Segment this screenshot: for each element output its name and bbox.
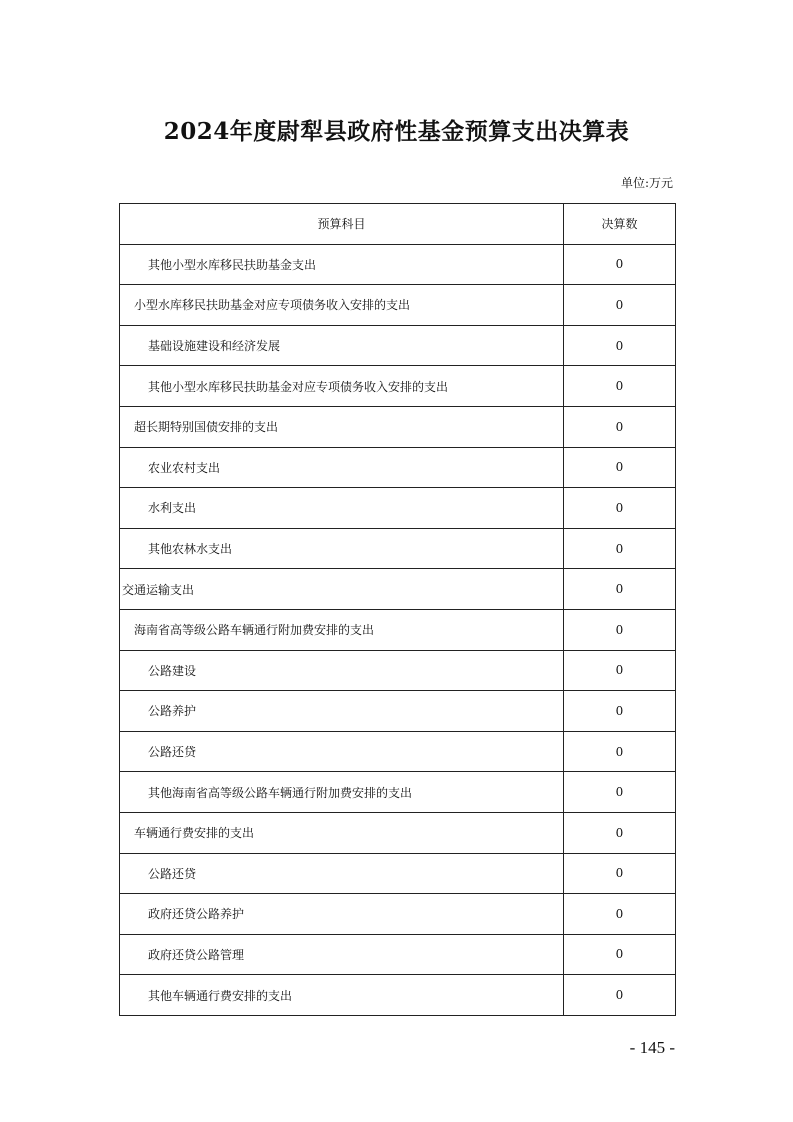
budget-item-name: 公路还贷: [120, 853, 564, 894]
budget-item-name: 其他海南省高等级公路车辆通行附加费安排的支出: [120, 772, 564, 813]
final-amount-value: 0: [564, 285, 676, 326]
unit-label: 单位:万元: [620, 176, 673, 190]
table-row: [120, 406, 676, 447]
table-row: [120, 528, 676, 569]
budget-table: [119, 203, 676, 1016]
final-amount-value: 0: [564, 488, 676, 529]
table-row: [120, 772, 676, 813]
final-amount-value: 0: [564, 772, 676, 813]
budget-item-name: 政府还贷公路管理: [120, 934, 564, 975]
budget-item-name: 水利支出: [120, 488, 564, 529]
final-amount-value: 0: [564, 691, 676, 732]
table-row: [120, 285, 676, 326]
page-number: - 145 -: [629, 1038, 675, 1057]
budget-item-name: 农业农村支出: [120, 447, 564, 488]
table-row: [120, 366, 676, 407]
header-final-amount: 决算数: [564, 204, 676, 245]
final-amount-value: 0: [564, 650, 676, 691]
table-row: [120, 569, 676, 610]
budget-item-name: 海南省高等级公路车辆通行附加费安排的支出: [120, 609, 564, 650]
final-amount-value: 0: [564, 853, 676, 894]
table-row: [120, 609, 676, 650]
table-row: [120, 812, 676, 853]
table-row: [120, 650, 676, 691]
final-amount-value: 0: [564, 244, 676, 285]
budget-item-name: 其他小型水库移民扶助基金对应专项债务收入安排的支出: [120, 366, 564, 407]
final-amount-value: 0: [564, 366, 676, 407]
final-amount-value: 0: [564, 975, 676, 1016]
budget-item-name: 公路还贷: [120, 731, 564, 772]
budget-item-name: 小型水库移民扶助基金对应专项债务收入安排的支出: [120, 285, 564, 326]
final-amount-value: 0: [564, 731, 676, 772]
final-amount-value: 0: [564, 934, 676, 975]
budget-item-name: 超长期特别国债安排的支出: [120, 406, 564, 447]
budget-item-name: 公路建设: [120, 650, 564, 691]
header-budget-item: 预算科目: [120, 204, 564, 245]
table-header-row: [120, 204, 676, 245]
budget-item-name: 车辆通行费安排的支出: [120, 812, 564, 853]
table-row: [120, 244, 676, 285]
budget-item-name: 其他农林水支出: [120, 528, 564, 569]
budget-item-name: 其他车辆通行费安排的支出: [120, 975, 564, 1016]
table-row: [120, 691, 676, 732]
final-amount-value: 0: [564, 894, 676, 935]
table-row: [120, 447, 676, 488]
budget-item-name: 其他小型水库移民扶助基金支出: [120, 244, 564, 285]
final-amount-value: 0: [564, 812, 676, 853]
budget-item-name: 基础设施建设和经济发展: [120, 325, 564, 366]
final-amount-value: 0: [564, 406, 676, 447]
table-body: [120, 244, 676, 1015]
final-amount-value: 0: [564, 447, 676, 488]
budget-item-name: 政府还贷公路养护: [120, 894, 564, 935]
table-row: [120, 731, 676, 772]
table-row: [120, 325, 676, 366]
table-row: [120, 975, 676, 1016]
budget-item-name: 公路养护: [120, 691, 564, 732]
final-amount-value: 0: [564, 569, 676, 610]
final-amount-value: 0: [564, 609, 676, 650]
table-row: [120, 894, 676, 935]
budget-item-name: 交通运输支出: [120, 569, 564, 610]
table-row: [120, 853, 676, 894]
final-amount-value: 0: [564, 528, 676, 569]
table-row: [120, 488, 676, 529]
final-amount-value: 0: [564, 325, 676, 366]
table-row: [120, 934, 676, 975]
page-title: 2024年度尉犁县政府性基金预算支出决算表: [163, 118, 630, 145]
